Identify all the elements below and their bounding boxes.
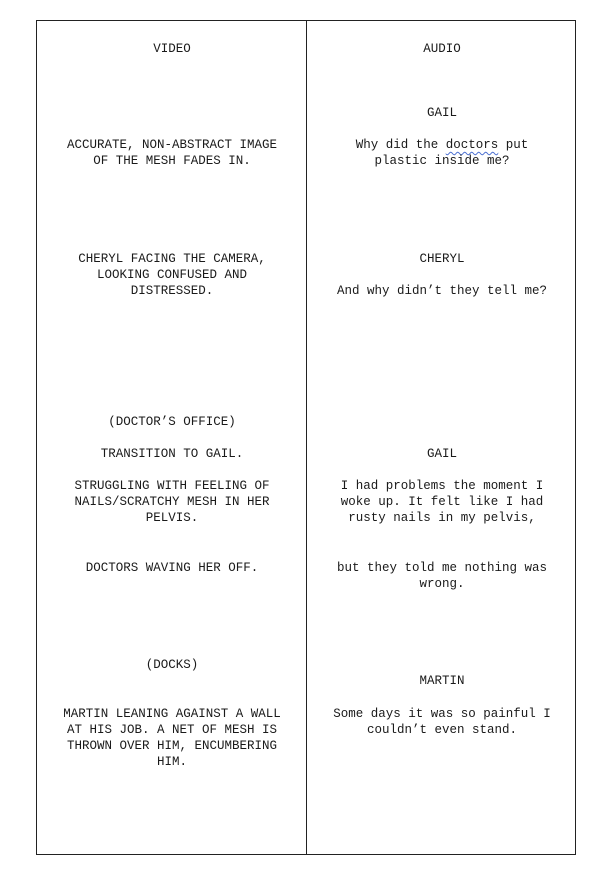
video-direction-doctors-waving: DOCTORS WAVING HER OFF. (85, 561, 259, 575)
video-direction-mesh-fades-in: ACCURATE, NON-ABSTRACT IMAGE OF THE MESH FADES IN. (66, 138, 278, 168)
audio-dialogue-gail-2: I had problems the moment I woke up. It felt like I had rusty nails in my pelvis, (340, 479, 544, 525)
audio-column-header: AUDIO (423, 42, 461, 56)
video-scene-heading-doctors-office: (DOCTOR’S OFFICE) (108, 415, 236, 429)
video-direction-transition: TRANSITION TO GAIL. (100, 447, 244, 461)
audio-character-gail: GAIL (426, 106, 457, 120)
audio-dialogue-cheryl: And why didn’t they tell me? (336, 284, 548, 298)
audio-dialogue-martin: Some days it was so painful I couldn’t even stand. (333, 707, 551, 737)
video-direction-struggling: STRUGGLING WITH FEELING OF NAILS/SCRATCHY MESH IN HER PELVIS. (74, 479, 270, 525)
video-direction-cheryl: CHERYL FACING THE CAMERA, LOOKING CONFUSED AND DISTRESSED. (78, 252, 266, 298)
video-scene-heading-docks: (DOCKS) (145, 658, 199, 672)
audio-character-cheryl: CHERYL (419, 252, 465, 266)
dialogue-text: Why did the (355, 138, 446, 152)
script-table (36, 20, 576, 855)
audio-character-martin: MARTIN (419, 674, 465, 688)
video-direction-martin: MARTIN LEANING AGAINST A WALL AT HIS JOB. A NET OF MESH IS THROWN OVER HIM, ENCUMBERING HIM. (63, 707, 281, 769)
column-divider (306, 21, 307, 854)
dialogue-text: plastic inside me? (374, 154, 510, 168)
video-column-header: VIDEO (153, 42, 191, 56)
dialogue-text: put (498, 138, 529, 152)
audio-dialogue-gail-3: but they told me nothing was wrong. (336, 561, 548, 591)
spellcheck-flagged-word: doctors (445, 138, 499, 152)
audio-character-gail-2: GAIL (426, 447, 457, 461)
audio-dialogue-gail-1 (313, 137, 571, 169)
